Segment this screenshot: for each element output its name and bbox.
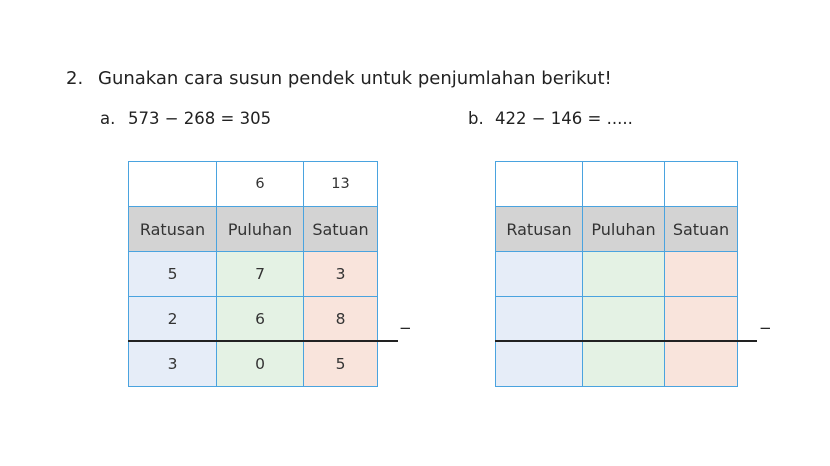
cell-ratusan[interactable] xyxy=(496,297,583,342)
borrow-ratusan xyxy=(129,162,217,207)
cell-satuan[interactable] xyxy=(665,297,738,342)
header-satuan: Satuan xyxy=(304,207,378,252)
cell-satuan: 8 xyxy=(304,297,378,342)
borrow-row xyxy=(129,162,378,207)
borrow-satuan[interactable] xyxy=(665,162,738,207)
header-ratusan: Ratusan xyxy=(129,207,217,252)
part-a-label: a. xyxy=(100,109,116,128)
cell-satuan[interactable] xyxy=(665,252,738,297)
header-row xyxy=(129,207,378,252)
minuend-row xyxy=(496,252,738,297)
question-number: 2. xyxy=(66,68,84,89)
cell-ratusan[interactable] xyxy=(496,342,583,387)
cell-puluhan[interactable] xyxy=(583,297,665,342)
cell-ratusan: 3 xyxy=(129,342,217,387)
part-a-table xyxy=(128,161,378,387)
part-b-minus-sign: − xyxy=(759,319,772,337)
question-text: Gunakan cara susun pendek untuk penjumlahan berikut! xyxy=(98,68,612,89)
cell-ratusan[interactable] xyxy=(496,252,583,297)
subtrahend-row xyxy=(129,297,378,342)
result-row xyxy=(129,342,378,387)
header-satuan: Satuan xyxy=(665,207,738,252)
cell-puluhan[interactable] xyxy=(583,342,665,387)
cell-satuan: 5 xyxy=(304,342,378,387)
borrow-row xyxy=(496,162,738,207)
part-a-equation: 573 − 268 = 305 xyxy=(128,109,272,128)
cell-ratusan: 5 xyxy=(129,252,217,297)
cell-satuan: 3 xyxy=(304,252,378,297)
cell-puluhan[interactable] xyxy=(583,252,665,297)
borrow-satuan: 13 xyxy=(304,162,378,207)
cell-ratusan: 2 xyxy=(129,297,217,342)
part-b-table xyxy=(495,161,738,387)
header-row xyxy=(496,207,738,252)
cell-puluhan: 7 xyxy=(217,252,304,297)
borrow-puluhan: 6 xyxy=(217,162,304,207)
cell-puluhan: 6 xyxy=(217,297,304,342)
minuend-row xyxy=(129,252,378,297)
subtrahend-row xyxy=(496,297,738,342)
header-ratusan: Ratusan xyxy=(496,207,583,252)
part-b-equation: 422 − 146 = ..... xyxy=(495,109,633,128)
part-a-minus-sign: − xyxy=(399,319,412,337)
borrow-puluhan[interactable] xyxy=(583,162,665,207)
result-row xyxy=(496,342,738,387)
cell-puluhan: 0 xyxy=(217,342,304,387)
header-puluhan: Puluhan xyxy=(583,207,665,252)
part-b-label: b. xyxy=(468,109,484,128)
cell-satuan[interactable] xyxy=(665,342,738,387)
part-b-sum-line xyxy=(495,340,757,342)
borrow-ratusan[interactable] xyxy=(496,162,583,207)
part-a-sum-line xyxy=(128,340,398,342)
header-puluhan: Puluhan xyxy=(217,207,304,252)
